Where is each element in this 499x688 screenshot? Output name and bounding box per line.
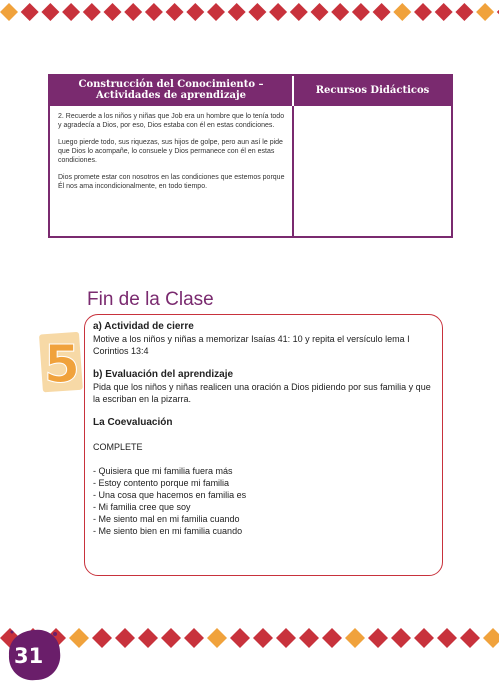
list-item: - Me siento mal en mi familia cuando [93,514,240,524]
table-header-left-line2: Actividades de aprendizaje [96,90,246,101]
border-diamond [145,3,163,21]
border-diamond [483,628,499,648]
border-diamond [460,628,480,648]
evaluation-heading: b) Evaluación del aprendizaje [93,369,234,380]
spacer [93,429,436,441]
border-diamond [435,3,453,21]
border-diamond [184,628,204,648]
border-diamond [161,628,181,648]
border-diamond [62,3,80,21]
border-diamond [414,3,432,21]
border-diamond [373,3,391,21]
table-header [50,76,451,106]
activity-heading: a) Actividad de cierre [93,321,194,332]
activity-paragraph: Luego pierde todo, sus riquezas, sus hijos de golpe, pero aun así le pide que Dios lo acompañe, lo consuele y Dios permanece con él en estas condiciones. [58,139,283,164]
border-diamond [69,628,89,648]
border-diamond [41,3,59,21]
top-border-diamonds [0,0,499,34]
border-diamond [437,628,457,648]
table-cell-resources [294,106,451,236]
table-header-knowledge [50,76,294,106]
spacer [93,405,436,417]
border-diamond [138,628,158,648]
border-diamond [21,3,39,21]
spacer [93,357,436,369]
border-diamond [269,3,287,21]
table-body [50,106,451,236]
bottom-border-diamonds [0,624,499,664]
border-diamond [83,3,101,21]
complete-label: COMPLETE [93,442,143,452]
closing-box [84,314,443,576]
activity-paragraph: 2. Recuerde a los niños y niñas que Job era un hombre que lo tenía todo y agradecía a Dios, por eso, Dios estaba con él en estas condiciones. [58,113,285,129]
border-diamond [248,3,266,21]
ink-drop [11,631,14,634]
border-diamond [115,628,135,648]
activities-table [48,74,453,238]
border-diamond [352,3,370,21]
ink-drop [53,632,57,636]
list-item: - Mi familia cree que soy [93,502,191,512]
border-diamond [230,628,250,648]
list-item: - Me siento bien en mi familia cuando [93,526,243,536]
border-diamond [476,3,494,21]
table-header-left-line1: Construcción del Conocimiento – [78,79,264,90]
table-cell-activities [50,106,294,236]
section-title: Fin de la Clase [87,289,214,310]
top-diamond-border [0,0,499,34]
border-diamond [393,3,411,21]
border-diamond [345,628,365,648]
border-diamond [0,3,18,21]
badge-number: 5 [43,335,81,395]
border-diamond [331,3,349,21]
border-diamond [322,628,342,648]
activity-paragraph: Dios promete estar con nosotros en las condiciones que estemos porque Él nos ama incondicionalmente, en todo tiempo. [58,174,285,190]
border-diamond [311,3,329,21]
bottom-diamond-border [0,624,499,664]
border-diamond [124,3,142,21]
border-diamond [299,628,319,648]
border-diamond [290,3,308,21]
list-item: - Una cosa que hacemos en familia es [93,490,247,500]
border-diamond [104,3,122,21]
evaluation-text: Pida que los niños y niñas realicen una oración a Dios pidiendo por sus familia y que la escriban en la pizarra. [93,382,431,404]
border-diamond [391,628,411,648]
list-item: - Quisiera que mi familia fuera más [93,466,233,476]
coevaluation-heading: La Coevaluación [93,417,173,428]
page-number: 31 [14,644,44,668]
border-diamond [166,3,184,21]
border-diamond [368,628,388,648]
border-diamond [207,3,225,21]
border-diamond [207,628,227,648]
border-diamond [92,628,112,648]
border-diamond [455,3,473,21]
border-diamond [414,628,434,648]
section-number-badge [38,330,86,396]
spacer [93,453,436,465]
list-item: - Estoy contento porque mi familia [93,478,230,488]
border-diamond [228,3,246,21]
border-diamond [276,628,296,648]
activity-text: Motive a los niños y niñas a memorizar Isaías 41: 10 y repita el versículo lema I Corintios 13:4 [93,334,410,356]
table-header-resources: Recursos Didácticos [315,85,430,96]
border-diamond [253,628,273,648]
border-diamond [186,3,204,21]
